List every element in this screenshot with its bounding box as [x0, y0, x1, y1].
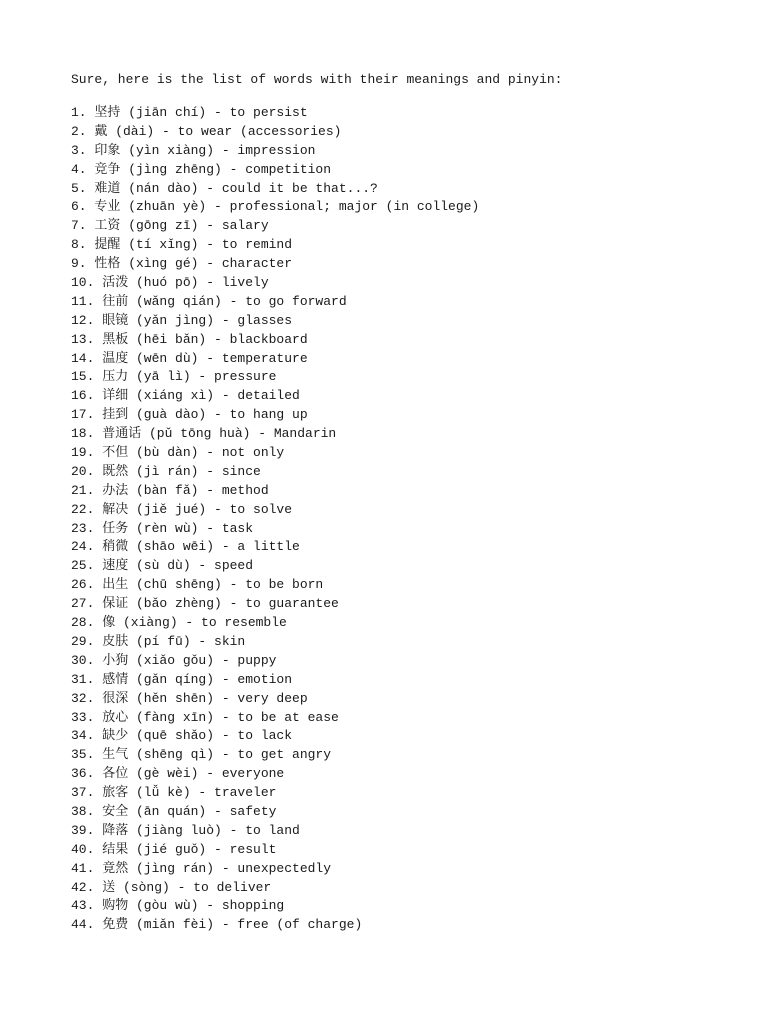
list-item: 11. 往前 (wǎng qián) - to go forward [71, 293, 347, 309]
list-item: 22. 解决 (jiě jué) - to solve [71, 501, 293, 517]
list-item: 17. 挂到 (guà dào) - to hang up [71, 407, 308, 423]
list-item: 8. 提醒 (tí xǐng) - to remind [71, 237, 293, 253]
list-item: 10. 活泼 (huó pō) - lively [71, 275, 269, 291]
list-item: 6. 专业 (zhuān yè) - professional; major (in college) [71, 199, 480, 215]
list-item: 25. 速度 (sù dù) - speed [71, 558, 254, 574]
list-item: 19. 不但 (bù dàn) - not only [71, 445, 285, 461]
list-item: 13. 黑板 (hēi bǎn) - blackboard [71, 331, 308, 347]
list-item: 21. 办法 (bàn fǎ) - method [71, 482, 269, 498]
list-item: 40. 结果 (jié guǒ) - result [71, 841, 277, 857]
list-item: 38. 安全 (ān quán) - safety [71, 803, 277, 819]
list-item: 41. 竟然 (jìng rán) - unexpectedly [71, 860, 332, 876]
list-item: 26. 出生 (chū shēng) - to be born [71, 577, 324, 593]
list-item: 42. 送 (sòng) - to deliver [71, 879, 272, 895]
list-item: 24. 稍微 (shāo wēi) - a little [71, 539, 300, 555]
document-page [71, 70, 751, 935]
list-item: 32. 很深 (hěn shēn) - very deep [71, 690, 308, 706]
list-item: 18. 普通话 (pǔ tōng huà) - Mandarin [71, 426, 337, 442]
list-item: 34. 缺少 (quē shǎo) - to lack [71, 728, 293, 744]
list-item: 44. 免费 (miǎn fèi) - free (of charge) [71, 917, 363, 933]
list-item: 27. 保证 (bǎo zhèng) - to guarantee [71, 596, 339, 612]
list-item: 16. 详细 (xiáng xì) - detailed [71, 388, 300, 404]
intro-text: Sure, here is the list of words with their meanings and pinyin: [71, 72, 563, 87]
list-item: 14. 温度 (wēn dù) - temperature [71, 350, 308, 366]
list-item: 7. 工资 (gōng zī) - salary [71, 218, 269, 234]
list-item: 5. 难道 (nán dào) - could it be that...? [71, 180, 378, 196]
list-item: 20. 既然 (jì rán) - since [71, 463, 261, 479]
list-item: 2. 戴 (dài) - to wear (accessories) [71, 123, 342, 139]
list-item: 9. 性格 (xìng gé) - character [71, 256, 293, 272]
list-item: 3. 印象 (yìn xiàng) - impression [71, 142, 316, 158]
list-item: 30. 小狗 (xiǎo gǒu) - puppy [71, 652, 277, 668]
list-item: 39. 降落 (jiàng luò) - to land [71, 822, 300, 838]
list-item: 23. 任务 (rèn wù) - task [71, 520, 254, 536]
list-item: 28. 像 (xiàng) - to resemble [71, 615, 287, 631]
list-item: 37. 旅客 (lǚ kè) - traveler [71, 785, 277, 801]
list-item: 31. 感情 (gǎn qíng) - emotion [71, 671, 293, 687]
list-item: 43. 购物 (gòu wù) - shopping [71, 898, 285, 914]
word-list [71, 104, 751, 935]
list-item: 29. 皮肤 (pí fū) - skin [71, 633, 246, 649]
list-item: 1. 坚持 (jiān chí) - to persist [71, 105, 308, 120]
list-item: 36. 各位 (gè wèi) - everyone [71, 766, 285, 782]
list-item: 33. 放心 (fàng xīn) - to be at ease [71, 709, 339, 725]
list-item: 35. 生气 (shēng qì) - to get angry [71, 747, 332, 763]
list-item: 15. 压力 (yā lì) - pressure [71, 369, 277, 385]
list-item: 4. 竞争 (jìng zhēng) - competition [71, 161, 332, 177]
list-item: 12. 眼镜 (yǎn jìng) - glasses [71, 312, 293, 328]
